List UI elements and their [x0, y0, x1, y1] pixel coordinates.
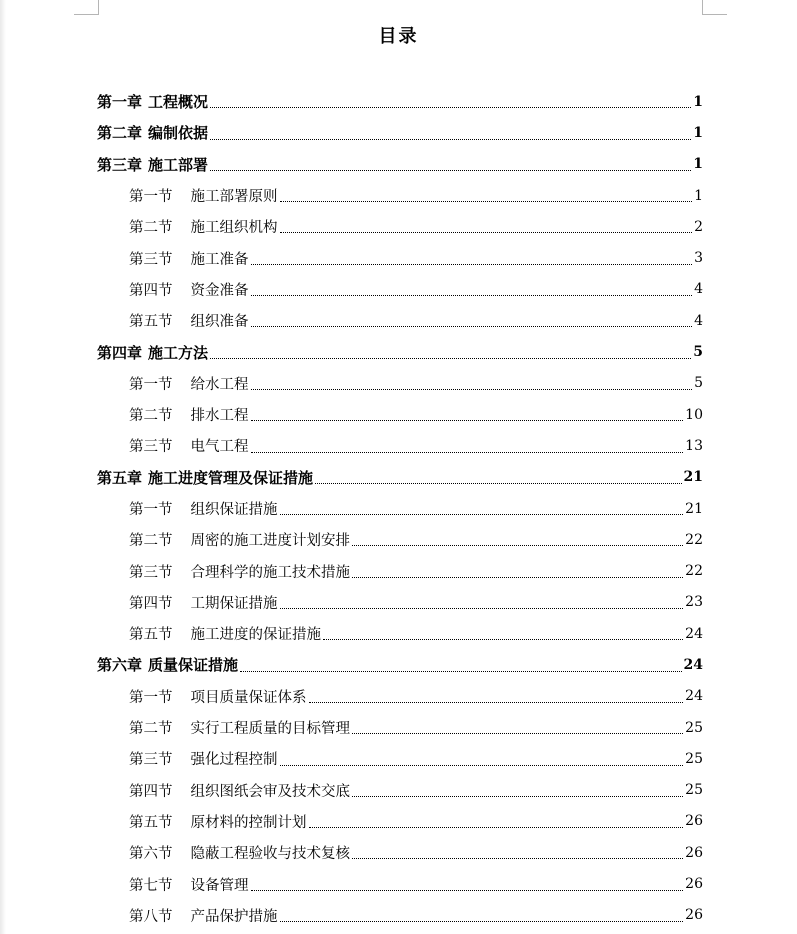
- toc-entry-title: 施工进度的保证措施: [190, 627, 321, 644]
- toc-entry-title: 合理科学的施工技术措施: [190, 564, 350, 581]
- toc-dot-leader: [309, 826, 684, 828]
- toc-entry-page-number: 5: [694, 375, 703, 392]
- toc-dot-leader: [315, 482, 681, 484]
- toc-entry-title: 施工部署原则: [190, 189, 278, 206]
- toc-dot-leader: [210, 357, 691, 359]
- toc-dot-leader: [323, 638, 683, 640]
- toc-dot-leader: [280, 200, 693, 202]
- toc-dot-leader: [210, 138, 691, 140]
- toc-chapter-entry[interactable]: [97, 336, 703, 367]
- toc-entry-number: 第五节: [129, 314, 173, 331]
- table-of-contents: [97, 86, 703, 931]
- toc-entry-title: 组织图纸会审及技术交底: [190, 783, 350, 800]
- toc-entry-number: 第三章: [97, 155, 143, 174]
- toc-entry-page-number: 26: [685, 876, 703, 893]
- toc-entry-number: 第五节: [129, 627, 173, 644]
- toc-entry-title: 施工进度管理及保证措施: [148, 468, 314, 487]
- toc-entry-page-number: 2: [694, 218, 703, 235]
- toc-section-entry[interactable]: [97, 712, 703, 743]
- toc-entry-number: 第二节: [129, 533, 173, 550]
- toc-section-entry[interactable]: [97, 618, 703, 649]
- toc-dot-leader: [251, 889, 684, 891]
- toc-section-entry[interactable]: [97, 587, 703, 618]
- toc-entry-number: 第三节: [129, 752, 173, 769]
- toc-entry-page-number: 24: [683, 656, 703, 673]
- toc-entry-title: 施工方法: [148, 343, 209, 362]
- toc-entry-number: 第八节: [129, 908, 173, 925]
- toc-entry-page-number: 1: [694, 187, 703, 204]
- toc-dot-leader: [240, 670, 681, 672]
- toc-entry-title: 项目质量保证体系: [190, 689, 307, 706]
- page-edge-shadow: [0, 0, 6, 934]
- toc-section-entry[interactable]: [97, 868, 703, 899]
- toc-entry-title: 给水工程: [190, 376, 249, 393]
- toc-entry-page-number: 26: [685, 844, 703, 861]
- toc-entry-page-number: 26: [685, 907, 703, 924]
- toc-dot-leader: [280, 764, 684, 766]
- toc-entry-title: 组织准备: [190, 314, 249, 331]
- toc-section-entry[interactable]: [97, 305, 703, 336]
- toc-entry-number: 第二节: [129, 408, 173, 425]
- toc-section-entry[interactable]: [97, 555, 703, 586]
- toc-section-entry[interactable]: [97, 806, 703, 837]
- toc-entry-title: 周密的施工进度计划安排: [190, 533, 350, 550]
- toc-entry-title: 产品保护措施: [190, 908, 278, 925]
- toc-entry-page-number: 13: [685, 437, 703, 454]
- toc-dot-leader: [251, 325, 693, 327]
- toc-entry-title: 编制依据: [148, 124, 209, 143]
- toc-dot-leader: [352, 576, 683, 578]
- toc-entry-title: 隐蔽工程验收与技术复核: [190, 846, 350, 863]
- toc-chapter-entry[interactable]: [97, 86, 703, 117]
- toc-entry-page-number: 22: [685, 531, 703, 548]
- toc-entry-title: 设备管理: [190, 877, 249, 894]
- toc-entry-number: 第七节: [129, 877, 173, 894]
- toc-entry-title: 原材料的控制计划: [190, 814, 307, 831]
- toc-entry-number: 第六章: [97, 656, 143, 675]
- toc-section-entry[interactable]: [97, 743, 703, 774]
- toc-chapter-entry[interactable]: [97, 117, 703, 148]
- toc-section-entry[interactable]: [97, 430, 703, 461]
- toc-entry-page-number: 22: [685, 563, 703, 580]
- toc-entry-page-number: 10: [685, 406, 703, 423]
- toc-entry-title: 组织保证措施: [190, 502, 278, 518]
- toc-entry-page-number: 25: [685, 719, 703, 736]
- toc-entry-page-number: 21: [683, 469, 703, 486]
- toc-entry-page-number: 25: [685, 750, 703, 767]
- toc-section-entry[interactable]: [97, 493, 703, 524]
- toc-entry-page-number: 26: [685, 813, 703, 830]
- toc-entry-title: 工程概况: [148, 93, 209, 112]
- toc-entry-number: 第四节: [129, 595, 173, 612]
- toc-entry-number: 第四节: [129, 783, 173, 800]
- toc-entry-title: 强化过程控制: [190, 752, 278, 769]
- toc-entry-number: 第三节: [129, 564, 173, 581]
- toc-entry-page-number: 1: [693, 156, 703, 173]
- toc-dot-leader: [251, 388, 693, 390]
- toc-entry-page-number: 4: [694, 281, 703, 298]
- margin-corner-mark-right: [702, 0, 727, 15]
- toc-entry-page-number: 5: [693, 344, 703, 361]
- toc-entry-number: 第五节: [129, 814, 173, 831]
- toc-entry-number: 第四章: [97, 343, 143, 362]
- toc-entry-page-number: 24: [685, 688, 703, 705]
- toc-section-entry[interactable]: [97, 775, 703, 806]
- toc-dot-leader: [352, 857, 683, 859]
- toc-entry-number: 第一节: [129, 689, 173, 706]
- toc-entry-page-number: 3: [694, 250, 703, 267]
- toc-dot-leader: [280, 607, 684, 609]
- toc-section-entry[interactable]: [97, 524, 703, 555]
- toc-dot-leader: [352, 544, 683, 546]
- toc-entry-title: 工期保证措施: [190, 595, 278, 612]
- toc-section-entry[interactable]: [97, 399, 703, 430]
- toc-entry-page-number: 24: [685, 625, 703, 642]
- toc-section-entry[interactable]: [97, 837, 703, 868]
- toc-entry-title: 实行工程质量的目标管理: [190, 721, 350, 738]
- toc-entry-number: 第四节: [129, 282, 173, 299]
- toc-entry-page-number: 25: [685, 782, 703, 799]
- toc-dot-leader: [352, 732, 683, 734]
- toc-entry-number: 第三节: [129, 251, 173, 268]
- toc-dot-leader: [352, 795, 683, 797]
- toc-section-entry[interactable]: [97, 211, 703, 242]
- toc-entry-number: 第二章: [97, 124, 143, 143]
- toc-entry-title: 资金准备: [190, 282, 249, 299]
- toc-dot-leader: [309, 701, 684, 703]
- toc-entry-number: 第六节: [129, 846, 173, 863]
- toc-chapter-entry[interactable]: [97, 462, 703, 493]
- toc-dot-leader: [251, 451, 684, 453]
- toc-section-entry[interactable]: [97, 681, 703, 712]
- toc-entry-title: 质量保证措施: [148, 656, 239, 675]
- toc-chapter-entry[interactable]: [97, 649, 703, 680]
- toc-title: 目录: [378, 26, 419, 47]
- toc-entry-number: 第一节: [129, 376, 173, 393]
- toc-chapter-entry[interactable]: [97, 149, 703, 180]
- toc-entry-number: 第一节: [129, 189, 173, 206]
- toc-entry-number: 第五章: [97, 468, 143, 487]
- toc-entry-page-number: 1: [693, 124, 703, 141]
- toc-dot-leader: [210, 169, 691, 171]
- toc-section-entry[interactable]: [97, 900, 703, 931]
- toc-section-entry[interactable]: [97, 180, 703, 211]
- toc-dot-leader: [251, 263, 693, 265]
- toc-entry-number: 第二节: [129, 220, 173, 237]
- margin-corner-mark-left: [74, 0, 99, 15]
- toc-entry-number: 第一章: [97, 93, 143, 112]
- toc-dot-leader: [280, 231, 693, 233]
- toc-entry-title: 施工组织机构: [190, 220, 278, 237]
- toc-entry-title: 施工准备: [190, 251, 249, 268]
- toc-entry-number: 第三节: [129, 439, 173, 456]
- toc-entry-page-number: 4: [694, 312, 703, 329]
- toc-dot-leader: [251, 294, 693, 296]
- toc-entry-number: 第二节: [129, 721, 173, 738]
- toc-dot-leader: [251, 419, 684, 421]
- toc-entry-title: 排水工程: [190, 408, 249, 425]
- toc-entry-title: 电气工程: [190, 439, 249, 456]
- toc-dot-leader: [280, 513, 684, 515]
- toc-dot-leader: [210, 106, 691, 108]
- toc-dot-leader: [280, 920, 684, 922]
- toc-entry-page-number: 21: [685, 500, 703, 517]
- toc-section-entry[interactable]: [97, 274, 703, 305]
- toc-entry-number: 第一节: [129, 502, 173, 518]
- toc-section-entry[interactable]: [97, 242, 703, 273]
- toc-entry-page-number: 1: [693, 93, 703, 110]
- toc-section-entry[interactable]: [97, 368, 703, 399]
- toc-entry-page-number: 23: [685, 594, 703, 611]
- toc-entry-title: 施工部署: [148, 155, 209, 174]
